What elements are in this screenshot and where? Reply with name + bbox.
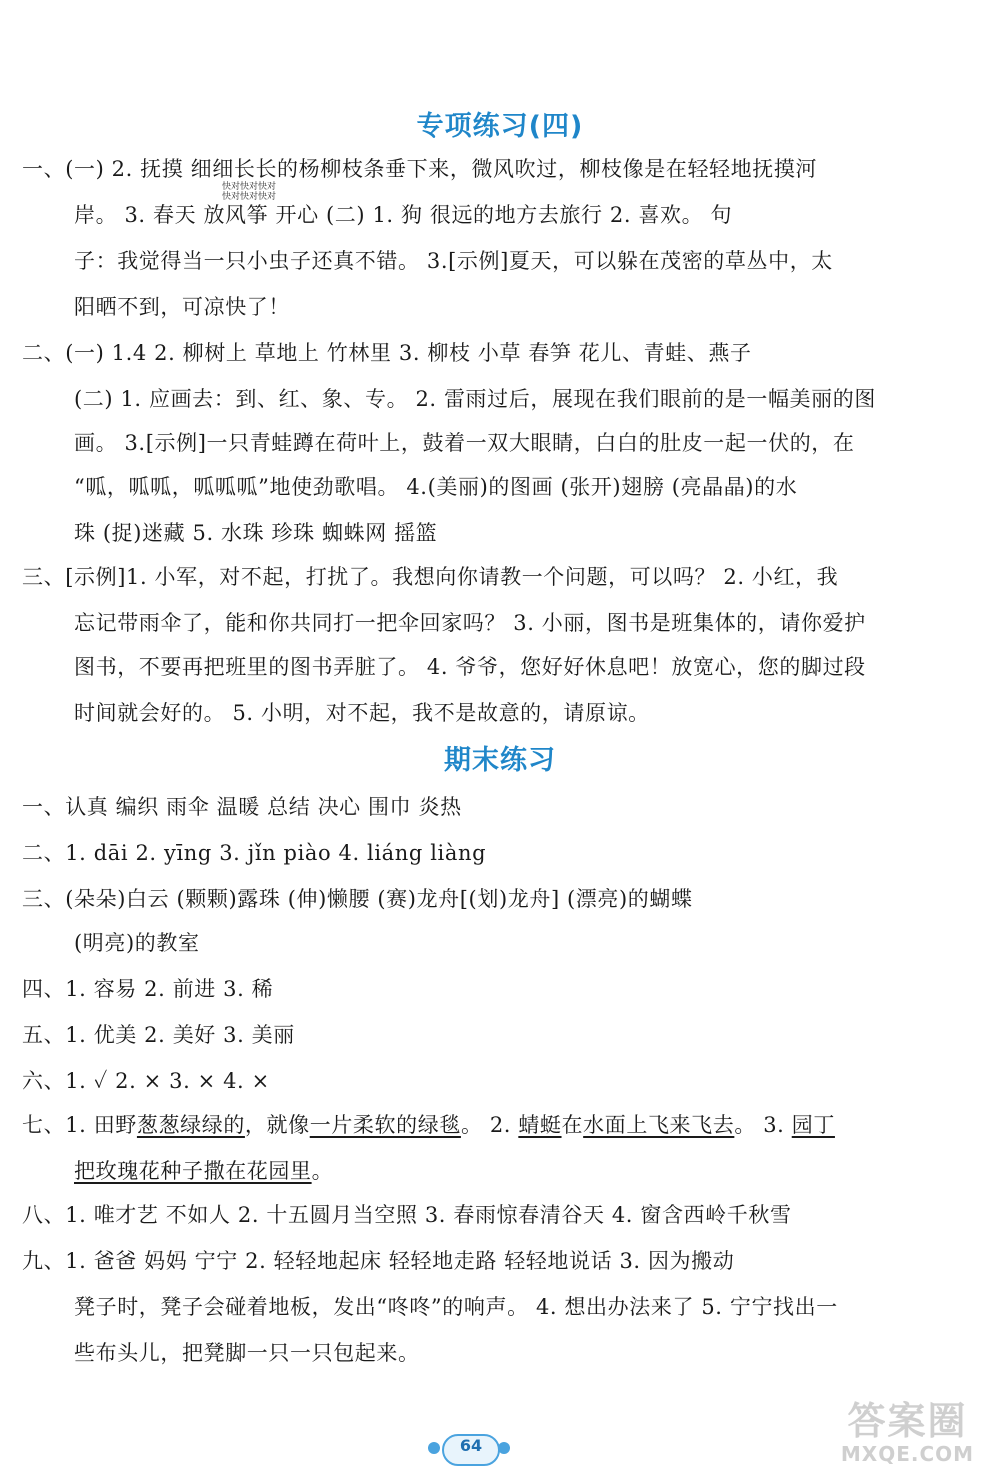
q7-underlined-phrase: 蜻蜓	[518, 1113, 562, 1137]
s1-line-9: 珠 (捉)迷藏 5. 水珠 珍珠 蜘蛛网 摇篮	[74, 521, 438, 545]
note-line-1: 快对快对快对	[222, 182, 277, 192]
s1-line-2: 岸。 3. 春天 放风筝 开心 (二) 1. 狗 很远的地方去旅行 2. 喜欢。 句	[74, 203, 733, 227]
page-number-badge	[428, 1432, 510, 1464]
q7-text: 。 3.	[734, 1113, 792, 1137]
s2-q9-line-1: 九、1. 爸爸 妈妈 宁宁 2. 轻轻地起床 轻轻地走路 轻轻地说话 3. 因为搬动	[22, 1249, 735, 1273]
s1-line-12: 图书，不要再把班里的图书弄脏了。 4. 爷爷，您好好休息吧！放宽心，您的脚过段	[74, 655, 866, 679]
s1-line-1: 一、(一) 2. 抚摸 细细长长的杨柳枝条垂下来，微风吹过，柳枝像是在轻轻地抚摸河	[22, 157, 818, 181]
q7-text: 在	[561, 1113, 584, 1137]
s1-line-3: 子：我觉得当一只小虫子还真不错。 3.[示例]夏天，可以躲在茂密的草丛中，太	[74, 249, 833, 273]
s1-line-13: 时间就会好的。 5. 小明，对不起，我不是故意的，请原谅。	[74, 701, 650, 725]
s1-line-4: 阳晒不到，可凉快了！	[74, 295, 290, 319]
s2-q9-line-3: 些布头儿，把凳脚一只一只包起来。	[74, 1341, 420, 1365]
s2-q7-line-1	[22, 1110, 987, 1140]
s1-line-5: 二、(一) 1.4 2. 柳树上 草地上 竹林里 3. 柳枝 小草 春笋 花儿、青蛙、燕子	[22, 341, 752, 365]
q7-underlined-phrase: 水面上飞来飞去	[583, 1113, 735, 1137]
s1-line-8: “呱，呱呱，呱呱呱”地使劲歌唱。 4.(美丽)的图画 (张开)翅膀 (亮晶晶)的水	[74, 475, 798, 499]
section-title-final-practice: 期末练习	[444, 745, 556, 776]
s1-line-6: (二) 1. 应画去：到、红、象、专。 2. 雷雨过后，展现在我们眼前的是一幅美丽的图	[74, 387, 876, 411]
s1-line-10: 三、[示例]1. 小军，对不起，打扰了。我想向你请教一个问题，可以吗？ 2. 小红，我	[22, 565, 839, 589]
s1-line-7: 画。 3.[示例]一只青蛙蹲在荷叶上，鼓着一双大眼睛，白白的肚皮一起一伏的，在	[74, 431, 855, 455]
s2-q5: 五、1. 优美 2. 美好 3. 美丽	[22, 1023, 295, 1047]
watermark-text: 答案圈	[847, 1399, 968, 1443]
s2-q6: 六、1. ✓ 2. × 3. × 4. ×	[22, 1069, 270, 1093]
s1-line-11: 忘记带雨伞了，能和你共同打一把伞回家吗？ 3. 小丽，图书是班集体的，请你爱护	[74, 611, 866, 635]
q7-underlined-phrase: 一片柔软的绿毯	[309, 1113, 461, 1137]
s2-q8: 八、1. 唯才艺 不如人 2. 十五圆月当空照 3. 春雨惊春清谷天 4. 窗含西岭千秋雪	[22, 1203, 792, 1227]
s2-q4: 四、1. 容易 2. 前进 3. 稀	[22, 977, 274, 1001]
s2-q3-line-2: (明亮)的教室	[74, 931, 200, 955]
watermark-logo	[820, 1400, 995, 1472]
q7-text: 。 2.	[460, 1113, 519, 1137]
q7-text: 。	[311, 1159, 334, 1183]
section-title-special-practice-4: 专项练习(四)	[416, 111, 584, 142]
badge-bubble-icon	[428, 1442, 440, 1454]
watermark-url: MXQE.COM	[840, 1442, 975, 1466]
q7-text: ，就像	[244, 1113, 310, 1137]
q7-underlined-phrase: 葱葱绿绿的	[136, 1113, 245, 1137]
handwritten-note	[222, 182, 276, 202]
s2-q2: 二、1. dāi 2. yīng 3. jǐn piào 4. liáng liàng	[22, 841, 487, 865]
page-number: 64	[459, 1436, 483, 1455]
s2-q3-line-1: 三、(朵朵)白云 (颗颗)露珠 (伸)懒腰 (赛)龙舟[(划)龙舟] (漂亮)的蝴蝶	[22, 887, 693, 911]
s2-q9-line-2: 凳子时，凳子会碰着地板，发出“咚咚”的响声。 4. 想出办法来了 5. 宁宁找出一	[74, 1295, 838, 1319]
q7-underlined-phrase: 把玫瑰花种子撒在花园里	[74, 1159, 312, 1183]
q7-text: 七、1. 田野	[22, 1113, 137, 1137]
s2-q7-line-2	[74, 1156, 1000, 1186]
note-line-2: 快对快对快对	[222, 192, 277, 202]
s2-q1: 一、认真 编织 雨伞 温暖 总结 决心 围巾 炎热	[22, 795, 462, 819]
q7-underlined-phrase: 园丁	[791, 1113, 835, 1137]
